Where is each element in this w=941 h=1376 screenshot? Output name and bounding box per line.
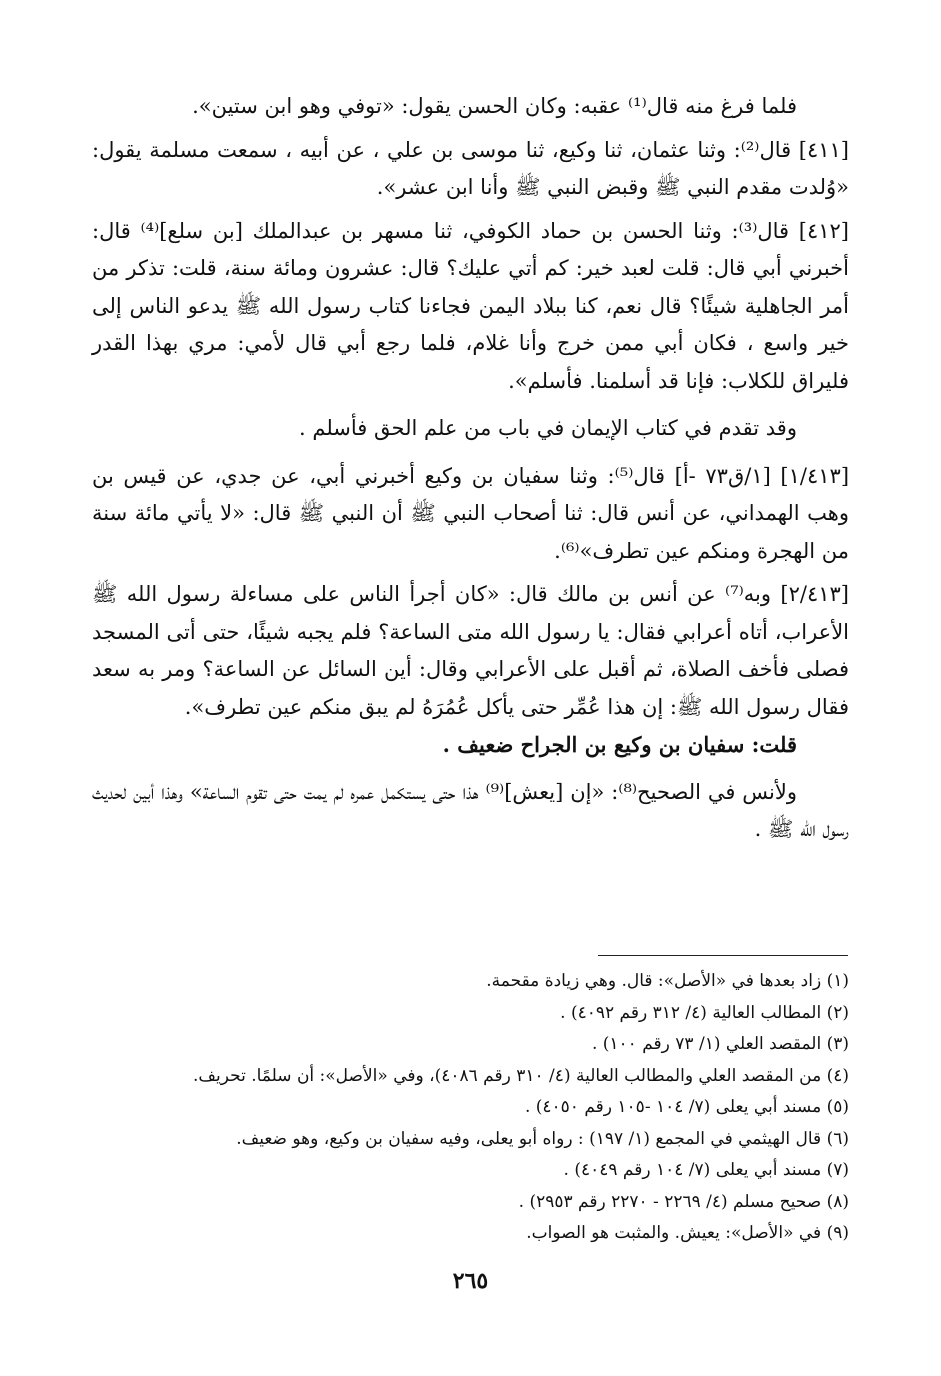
footnote-6: (٦) قال الهيثمي في المجمع (١/ ١٩٧) : رواه أبو يعلى، وفيه سفيان بن وكيع، وهو ضعيف. — [236, 1128, 849, 1149]
footnote-8: (٨) صحيح مسلم (٤/ ٢٢٦٩ - ٢٢٧٠ رقم ٢٩٥٣) . — [518, 1191, 849, 1212]
paragraph-intro: فلما فرغ منه قال⁽¹⁾ عقبه: وكان الحسن يقول: «توفي وهو ابن ستين». — [192, 94, 797, 118]
page-number: ٢٦٥ — [452, 1268, 489, 1294]
footnote-9: (٩) في «الأصل»: يعيش. والمثبت هو الصواب. — [526, 1223, 849, 1243]
cross-reference-note: وقد تقدم في كتاب الإيمان في باب من علم الحق فأسلم . — [299, 416, 797, 440]
footnotes — [79, 966, 849, 1250]
footnote-1: (١) زاد بعدها في «الأصل»: قال. وهي زيادة مقحمة. — [486, 971, 849, 991]
footnote-4: (٤) من المقصد العلي والمطالب العالية (٤/ ٣١٠ رقم ٤٠٨٦)، وفي «الأصل»: أن سلمًا. تحريف. — [193, 1065, 849, 1086]
author-comment: قلت: سفيان بن وكيع بن الجراح ضعيف . — [442, 732, 797, 757]
hadith-411: [٤١١] قال⁽²⁾: وثنا عثمان، ثنا وكيع، ثنا موسى بن علي ، عن أبيه ، سمعت مسلمة يقول: «وُلدت مقدم النبي ﷺ وقبض النبي ﷺ وأنا ابن عشر». — [92, 137, 849, 199]
footnote-7: (٧) مسند أبي يعلى (٧/ ١٠٤ رقم ٤٠٤٩) . — [563, 1160, 849, 1180]
hadith-413-2: [٢/٤١٣] وبه⁽⁷⁾ عن أنس بن مالك قال: «كان أجرأ الناس على مساءلة رسول الله ﷺ الأعراب، أتاه أعرابي فقال: يا رسول الله متى الساعة؟ فلم يجبه شيئًا، حتى أتى المسجد فصلى فأخف الصلاة، ثم أقبل على الأعرابي وقال: أين السائل عن الساعة؟ ومر به سعد فقال رسول الله ﷺ: إن هذا عُمِّر حتى يأكل عُمُرَهُ لم يبق منكم عين تطرف». — [92, 582, 849, 719]
main-text — [92, 88, 849, 849]
footnote-2: (٢) المطالب العالية (٤/ ٣١٢ رقم ٤٠٩٢) . — [560, 1002, 849, 1023]
footnote-5: (٥) مسند أبي يعلى (٧/ ١٠٤ -١٠٥ رقم ٤٠٥٠) . — [524, 1097, 849, 1117]
footnote-divider — [598, 955, 848, 956]
hadith-412: [٤١٢] قال⁽³⁾: وثنا الحسن بن حماد الكوفي، ثنا مسهر بن عبدالملك [بن سلع]⁽⁴⁾ قال: أخبرني أبي قال: قلت لعبد خير: كم أتي عليك؟ قال: عشرون ومائة سنة، قلت: تذكر من أمر الجاهلية شيئًا؟ قال نعم، كنا ببلاد اليمن فجاءنا كتاب رسول الله ﷺ يدعو الناس إلى خير واسع ، فكان أبي ممن خرج وأنا غلام، فلما رجع أبي قال لأمي: مري بهذا القدر فليراق للكلاب: فإنا قد أسلمنا. فأسلم». — [92, 218, 849, 393]
concluding-paragraph: ولأنس في الصحيح⁽⁸⁾: «إن [يعش]⁽⁹⁾ هذا حتى يستكمل عمره لم يمت حتى تقوم الساعة» وهذا أبين لحديث رسول الله ﷺ . — [92, 779, 849, 841]
footnote-3: (٣) المقصد العلي (١/ ٧٣ رقم ١٠٠) . — [591, 1034, 849, 1054]
hadith-413-1: [١/٤١٣] [١/ق٧٣ -أ] قال⁽⁵⁾: وثنا سفيان بن وكيع أخبرني أبي، عن جدي، عن قيس بن وهب الهمداني، عن أنس قال: ثنا أصحاب النبي ﷺ أن النبي ﷺ قال: «لا يأتي مائة سنة من الهجرة ومنكم عين تطرف»⁽⁶⁾. — [92, 463, 850, 563]
